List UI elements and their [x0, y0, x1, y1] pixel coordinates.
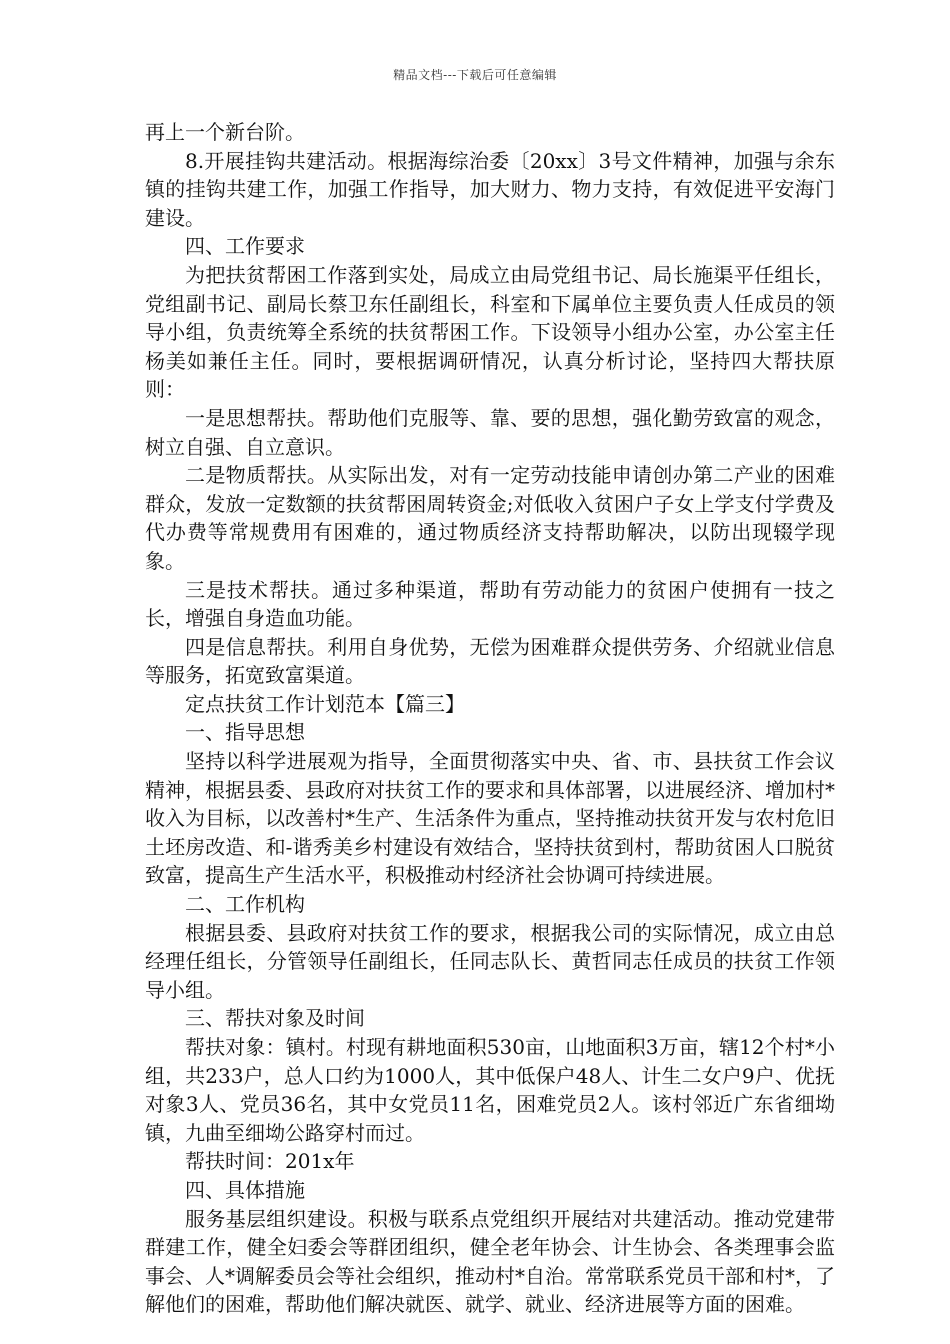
paragraph-work-organization: 根据县委、县政府对扶贫工作的要求，根据我公司的实际情况，成立由总经理任组长，分管领导任副组长，任同志队长、黄哲同志任成员的扶贫工作领导小组。 — [145, 920, 835, 1002]
paragraph-help-targets: 帮扶对象：镇村。村现有耕地面积530亩，山地面积3万亩，辖12个村*小组，共233户，总人口约为1000人，其中低保户48人、计生二女户9户、优抚对象3人、党员36名，其中女党员11名，困难党员2人。该村邻近广东省细坳镇，九曲至细坳公路穿村而过。 — [145, 1035, 835, 1145]
document-body — [145, 118, 835, 1319]
section-heading-work-requirements: 四、工作要求 — [185, 234, 305, 259]
paragraph-specific-measures: 服务基层组织建设。积极与联系点党组织开展结对共建活动。推动党建带群建工作，健全妇委会等群团组织，健全老年协会、计生协会、各类理事会监事会、人*调解委员会等社会组织，推动村*自治。常常联系党员干部和村*，了解他们的困难，帮助他们解决就医、就学、就业、经济进展等方面的困难。 — [145, 1206, 835, 1317]
paragraph-continuation: 再上一个新台阶。 — [145, 120, 305, 144]
section-heading-work-organization: 二、工作机构 — [185, 892, 305, 917]
paragraph-ideological-help: 一是思想帮扶。帮助他们克服等、靠、要的思想，强化勤劳致富的观念，树立自强、自立意识。 — [145, 405, 835, 459]
paragraph-leadership-group: 为把扶贫帮困工作落到实处，局成立由局党组书记、局长施渠平任组长，党组副书记、副局长蔡卫东任副组长，科室和下属单位主要负责人任成员的领导小组，负责统筹全系统的扶贫帮困工作。下设领导小组办公室，办公室主任杨美如兼任主任。同时，要根据调研情况，认真分析讨论，坚持四大帮扶原则： — [145, 262, 835, 402]
section-heading-guiding-thought: 一、指导思想 — [185, 720, 305, 745]
paragraph-guiding-thought: 坚持以科学进展观为指导，全面贯彻落实中央、省、市、县扶贫工作会议精神，根据县委、县政府对扶贫工作的要求和具体部署，以进展经济、增加村*收入为目标，以改善村*生产、生活条件为重点，坚持推动扶贫开发与农村危旧土坯房改造、和-谐秀美乡村建设有效结合，坚持扶贫到村，帮助贫困人口脱贫致富，提高生产生活水平，积极推动村经济社会协调可持续进展。 — [145, 749, 835, 888]
paragraph-information-help: 四是信息帮扶。利用自身优势，无偿为困难群众提供劳务、介绍就业信息等服务，拓宽致富渠道。 — [145, 634, 835, 688]
article-title-part-three: 定点扶贫工作计划范本【篇三】 — [185, 691, 465, 716]
paragraph-material-help: 二是物质帮扶。从实际出发，对有一定劳动技能申请创办第二产业的困难群众，发放一定数额的扶贫帮困周转资金;对低收入贫困户子女上学支付学费及代办费等常规费用有困难的，通过物质经济支持帮助解决，以防出现辍学现象。 — [145, 463, 835, 573]
paragraph-item-8: 8.开展挂钩共建活动。根据海综治委〔20xx〕3号文件精神，加强与余东镇的挂钩共建工作，加强工作指导，加大财力、物力支持，有效促进平安海门建设。 — [145, 148, 835, 230]
paragraph-technical-help: 三是技术帮扶。通过多种渠道，帮助有劳动能力的贫困户使拥有一技之长，增强自身造血功能。 — [145, 577, 835, 631]
page-header: 精品文档---下载后可任意编辑 — [393, 68, 557, 82]
section-heading-targets-and-time: 三、帮扶对象及时间 — [185, 1006, 365, 1031]
section-heading-specific-measures: 四、具体措施 — [185, 1177, 305, 1202]
paragraph-help-time: 帮扶时间：201x年 — [185, 1149, 355, 1174]
